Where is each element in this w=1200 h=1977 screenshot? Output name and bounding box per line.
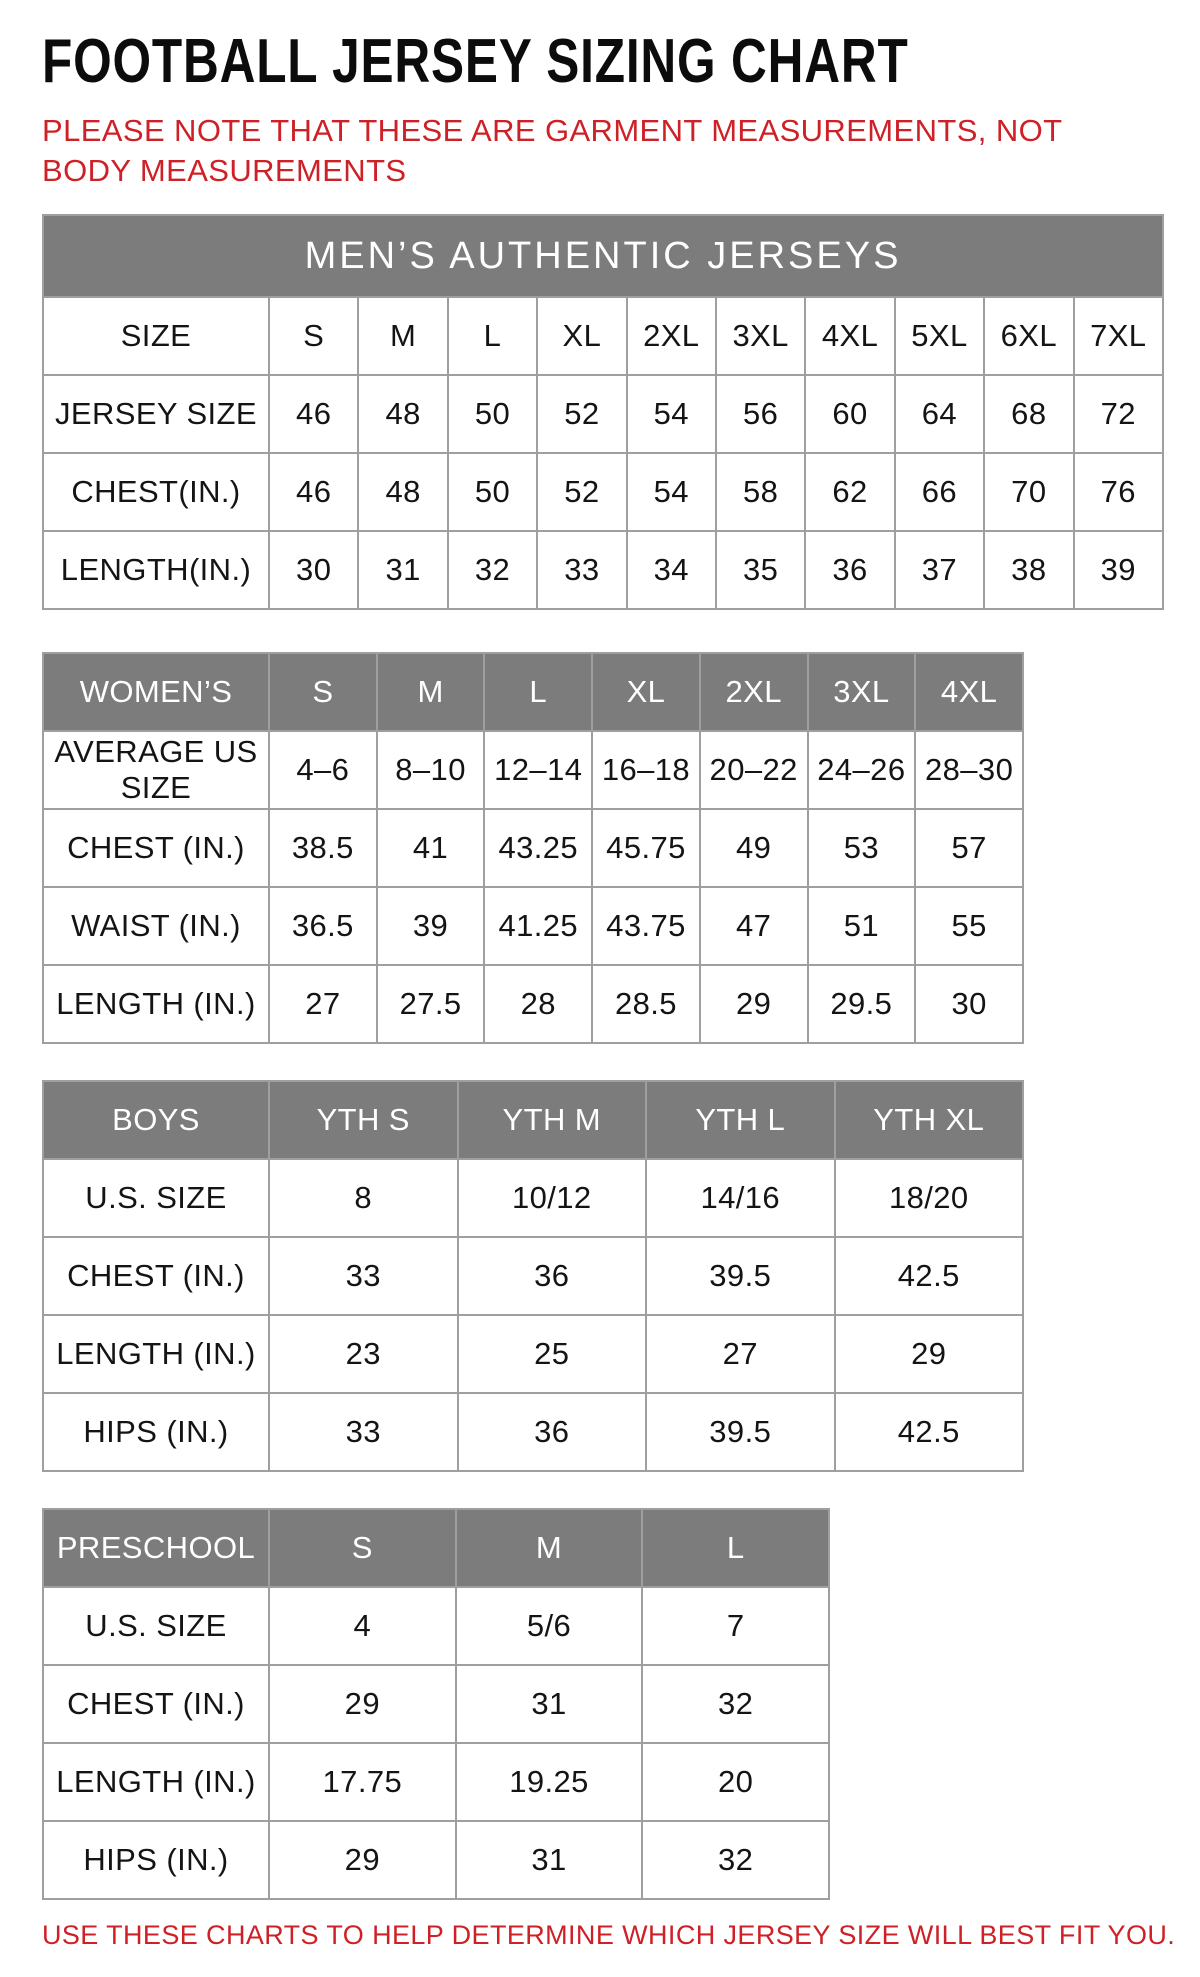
boys-value-cell: 39.5 [646, 1393, 835, 1471]
preschool-value-cell: 4 [269, 1587, 456, 1665]
preschool-value-cell: 32 [642, 1821, 829, 1899]
womens-value-cell: 24–26 [808, 731, 916, 809]
mens-authentic-jerseys-table [42, 214, 1164, 610]
mens-value-cell: 72 [1074, 375, 1163, 453]
boys-table-row [43, 1315, 1023, 1393]
mens-value-cell: 31 [358, 531, 447, 609]
mens-value-cell: 62 [805, 453, 894, 531]
mens-table-row [43, 453, 1163, 531]
mens-title-row [43, 215, 1163, 297]
mens-value-cell: 64 [895, 375, 984, 453]
womens-table-row [43, 965, 1023, 1043]
mens-row-label: JERSEY SIZE [43, 375, 269, 453]
preschool-table-row [43, 1821, 829, 1899]
womens-value-cell: 41.25 [484, 887, 592, 965]
womens-header-cell: XL [592, 653, 700, 731]
mens-value-cell: 2XL [627, 297, 716, 375]
mens-value-cell: 34 [627, 531, 716, 609]
mens-value-cell: 48 [358, 453, 447, 531]
womens-header-cell: S [269, 653, 377, 731]
boys-header-label: BOYS [43, 1081, 269, 1159]
preschool-value-cell: 32 [642, 1665, 829, 1743]
mens-value-cell: 50 [448, 375, 537, 453]
mens-row-label: CHEST(IN.) [43, 453, 269, 531]
preschool-value-cell: 19.25 [456, 1743, 643, 1821]
womens-table-row [43, 731, 1023, 809]
womens-value-cell: 29 [700, 965, 808, 1043]
womens-value-cell: 55 [915, 887, 1023, 965]
boys-value-cell: 36 [458, 1237, 647, 1315]
mens-value-cell: 68 [984, 375, 1073, 453]
mens-row-label: LENGTH(IN.) [43, 531, 269, 609]
preschool-value-cell: 20 [642, 1743, 829, 1821]
preschool-table-row [43, 1743, 829, 1821]
womens-table-row [43, 887, 1023, 965]
boys-header-cell: YTH M [458, 1081, 647, 1159]
womens-value-cell: 28 [484, 965, 592, 1043]
boys-value-cell: 42.5 [835, 1237, 1024, 1315]
preschool-header-cell: M [456, 1509, 643, 1587]
womens-value-cell: 12–14 [484, 731, 592, 809]
preschool-table-row [43, 1665, 829, 1743]
mens-value-cell: 6XL [984, 297, 1073, 375]
boys-header-cell: YTH L [646, 1081, 835, 1159]
womens-row-label: CHEST (IN.) [43, 809, 269, 887]
mens-value-cell: 58 [716, 453, 805, 531]
womens-value-cell: 43.25 [484, 809, 592, 887]
mens-value-cell: 30 [269, 531, 358, 609]
mens-value-cell: 56 [716, 375, 805, 453]
mens-value-cell: L [448, 297, 537, 375]
womens-value-cell: 8–10 [377, 731, 485, 809]
footer-note: USE THESE CHARTS TO HELP DETERMINE WHICH JERSEY SIZE WILL BEST FIT YOU. [42, 1920, 1176, 1951]
womens-value-cell: 28.5 [592, 965, 700, 1043]
preschool-header-cell: L [642, 1509, 829, 1587]
mens-value-cell: 39 [1074, 531, 1163, 609]
preschool-sizing-table [42, 1508, 830, 1900]
preschool-row-label: U.S. SIZE [43, 1587, 269, 1665]
womens-value-cell: 43.75 [592, 887, 700, 965]
boys-row-label: LENGTH (IN.) [43, 1315, 269, 1393]
boys-row-label: U.S. SIZE [43, 1159, 269, 1237]
preschool-header-cell: S [269, 1509, 456, 1587]
womens-value-cell: 53 [808, 809, 916, 887]
boys-value-cell: 29 [835, 1315, 1024, 1393]
boys-value-cell: 8 [269, 1159, 458, 1237]
boys-table-row [43, 1393, 1023, 1471]
mens-value-cell: 3XL [716, 297, 805, 375]
womens-value-cell: 16–18 [592, 731, 700, 809]
mens-table-row [43, 297, 1163, 375]
womens-value-cell: 51 [808, 887, 916, 965]
mens-value-cell: 4XL [805, 297, 894, 375]
boys-value-cell: 18/20 [835, 1159, 1024, 1237]
womens-row-label: AVERAGE US SIZE [43, 731, 269, 809]
mens-value-cell: 52 [537, 453, 626, 531]
mens-value-cell: 33 [537, 531, 626, 609]
womens-value-cell: 20–22 [700, 731, 808, 809]
womens-header-cell: M [377, 653, 485, 731]
womens-table-row [43, 809, 1023, 887]
mens-table-row [43, 531, 1163, 609]
boys-sizing-table [42, 1080, 1024, 1472]
womens-header-label: WOMEN’S [43, 653, 269, 731]
womens-header-cell: 2XL [700, 653, 808, 731]
mens-value-cell: M [358, 297, 447, 375]
preschool-value-cell: 5/6 [456, 1587, 643, 1665]
womens-value-cell: 49 [700, 809, 808, 887]
mens-value-cell: 46 [269, 453, 358, 531]
preschool-value-cell: 17.75 [269, 1743, 456, 1821]
mens-value-cell: 66 [895, 453, 984, 531]
mens-value-cell: 32 [448, 531, 537, 609]
boys-value-cell: 33 [269, 1393, 458, 1471]
boys-header-cell: YTH S [269, 1081, 458, 1159]
preschool-value-cell: 7 [642, 1587, 829, 1665]
preschool-header-row [43, 1509, 829, 1587]
womens-header-cell: 3XL [808, 653, 916, 731]
mens-value-cell: 46 [269, 375, 358, 453]
boys-header-row [43, 1081, 1023, 1159]
mens-value-cell: 35 [716, 531, 805, 609]
mens-value-cell: 48 [358, 375, 447, 453]
womens-value-cell: 39 [377, 887, 485, 965]
boys-header-cell: YTH XL [835, 1081, 1024, 1159]
womens-sizing-table [42, 652, 1024, 1044]
mens-value-cell: 38 [984, 531, 1073, 609]
womens-value-cell: 41 [377, 809, 485, 887]
mens-value-cell: 52 [537, 375, 626, 453]
womens-value-cell: 47 [700, 887, 808, 965]
mens-value-cell: 54 [627, 375, 716, 453]
boys-value-cell: 39.5 [646, 1237, 835, 1315]
mens-value-cell: S [269, 297, 358, 375]
boys-value-cell: 27 [646, 1315, 835, 1393]
womens-value-cell: 36.5 [269, 887, 377, 965]
boys-value-cell: 10/12 [458, 1159, 647, 1237]
boys-table-row [43, 1159, 1023, 1237]
womens-value-cell: 27 [269, 965, 377, 1043]
womens-value-cell: 4–6 [269, 731, 377, 809]
mens-value-cell: XL [537, 297, 626, 375]
womens-header-row [43, 653, 1023, 731]
mens-table-row [43, 375, 1163, 453]
preschool-row-label: CHEST (IN.) [43, 1665, 269, 1743]
boys-value-cell: 25 [458, 1315, 647, 1393]
mens-value-cell: 70 [984, 453, 1073, 531]
womens-value-cell: 30 [915, 965, 1023, 1043]
mens-value-cell: 60 [805, 375, 894, 453]
preschool-value-cell: 29 [269, 1821, 456, 1899]
mens-value-cell: 50 [448, 453, 537, 531]
mens-value-cell: 5XL [895, 297, 984, 375]
preschool-row-label: HIPS (IN.) [43, 1821, 269, 1899]
preschool-value-cell: 31 [456, 1821, 643, 1899]
womens-value-cell: 38.5 [269, 809, 377, 887]
page-title: FOOTBALL JERSEY SIZING CHART [42, 27, 909, 96]
boys-value-cell: 42.5 [835, 1393, 1024, 1471]
womens-value-cell: 57 [915, 809, 1023, 887]
boys-value-cell: 36 [458, 1393, 647, 1471]
boys-row-label: HIPS (IN.) [43, 1393, 269, 1471]
womens-header-cell: 4XL [915, 653, 1023, 731]
preschool-row-label: LENGTH (IN.) [43, 1743, 269, 1821]
womens-value-cell: 27.5 [377, 965, 485, 1043]
womens-value-cell: 29.5 [808, 965, 916, 1043]
mens-row-label: SIZE [43, 297, 269, 375]
mens-value-cell: 76 [1074, 453, 1163, 531]
mens-value-cell: 37 [895, 531, 984, 609]
preschool-header-label: PRESCHOOL [43, 1509, 269, 1587]
preschool-value-cell: 31 [456, 1665, 643, 1743]
boys-table-row [43, 1237, 1023, 1315]
womens-header-cell: L [484, 653, 592, 731]
boys-value-cell: 14/16 [646, 1159, 835, 1237]
garment-measurements-note: PLEASE NOTE THAT THESE ARE GARMENT MEASUREMENTS, NOT BODY MEASUREMENTS [42, 113, 1062, 188]
mens-table-title: MEN’S AUTHENTIC JERSEYS [43, 215, 1163, 297]
womens-row-label: LENGTH (IN.) [43, 965, 269, 1043]
womens-value-cell: 28–30 [915, 731, 1023, 809]
boys-row-label: CHEST (IN.) [43, 1237, 269, 1315]
womens-value-cell: 45.75 [592, 809, 700, 887]
mens-value-cell: 7XL [1074, 297, 1163, 375]
boys-value-cell: 33 [269, 1237, 458, 1315]
mens-value-cell: 36 [805, 531, 894, 609]
preschool-table-row [43, 1587, 829, 1665]
womens-row-label: WAIST (IN.) [43, 887, 269, 965]
preschool-value-cell: 29 [269, 1665, 456, 1743]
boys-value-cell: 23 [269, 1315, 458, 1393]
mens-value-cell: 54 [627, 453, 716, 531]
